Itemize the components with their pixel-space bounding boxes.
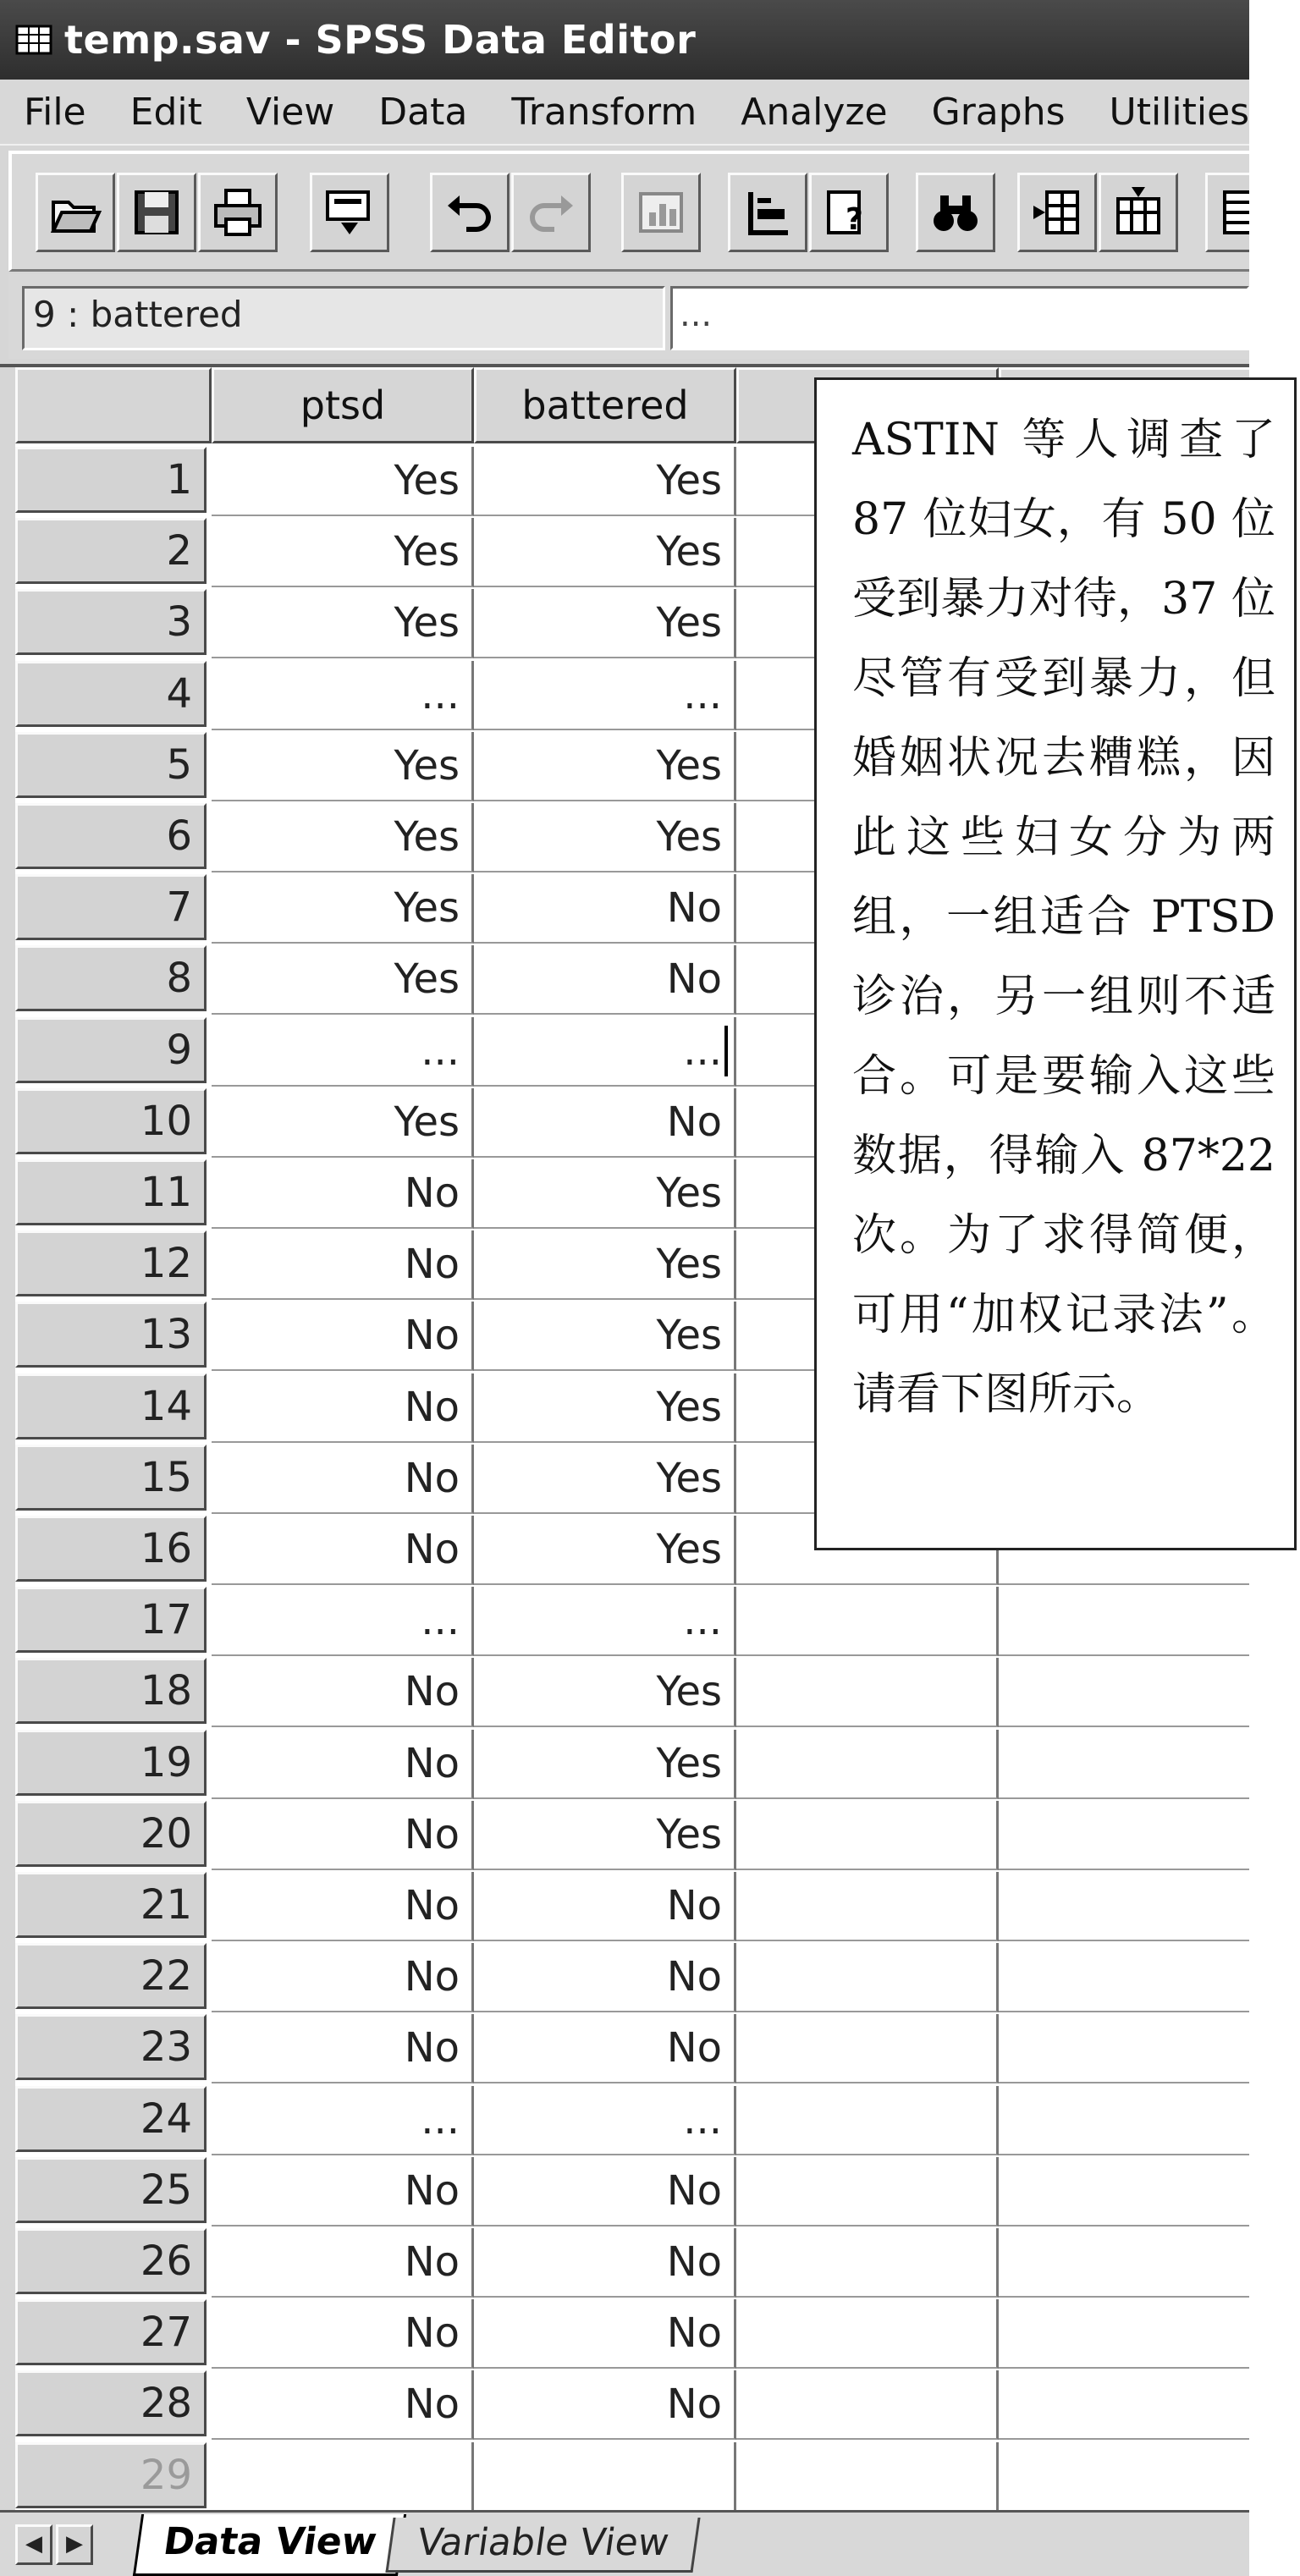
- cell-editor-bar: [8, 274, 1249, 359]
- redo-icon: [524, 185, 578, 239]
- row-number[interactable]: 3: [15, 589, 207, 655]
- cell-battered[interactable]: No: [474, 1088, 736, 1158]
- cell-empty[interactable]: [736, 1801, 999, 1870]
- cell-battered[interactable]: No: [474, 2370, 736, 2440]
- cell-empty[interactable]: [736, 2228, 999, 2298]
- triangle-right-icon: ▶: [66, 2531, 83, 2557]
- cell-battered[interactable]: Yes: [474, 1159, 736, 1229]
- print-icon: [211, 185, 265, 239]
- row-number[interactable]: 17: [15, 1587, 207, 1653]
- cell-empty[interactable]: [736, 2014, 999, 2083]
- table-row: [0, 2299, 1249, 2369]
- row-number[interactable]: 21: [15, 1872, 207, 1938]
- variables-icon: [822, 185, 876, 239]
- cell-ptsd[interactable]: No: [212, 1943, 474, 2012]
- cell-battered[interactable]: Yes: [474, 803, 736, 872]
- table-row: [0, 2086, 1249, 2155]
- row-number[interactable]: 20: [15, 1801, 207, 1867]
- table-row: [0, 1872, 1249, 1941]
- cell-battered[interactable]: No: [474, 2014, 736, 2083]
- cell-empty[interactable]: [736, 2086, 999, 2155]
- cell-empty[interactable]: [999, 2442, 1249, 2512]
- insert-variable-button[interactable]: [1099, 173, 1178, 252]
- row-number[interactable]: 25: [15, 2157, 207, 2223]
- cell-empty[interactable]: [999, 1943, 1249, 2012]
- cell-empty[interactable]: [736, 1658, 999, 1727]
- spreadsheet-icon: [15, 25, 52, 55]
- undo-button[interactable]: [430, 173, 510, 252]
- cell-battered[interactable]: No: [474, 2299, 736, 2369]
- table-row: [0, 2157, 1249, 2226]
- cell-ptsd[interactable]: [212, 2442, 474, 2512]
- cell-ptsd[interactable]: No: [212, 1658, 474, 1727]
- row-number[interactable]: 24: [15, 2086, 207, 2152]
- row-number[interactable]: 4: [15, 661, 207, 727]
- cell-battered[interactable]: Yes: [474, 1445, 736, 1514]
- row-number[interactable]: 5: [15, 732, 207, 798]
- cell-battered[interactable]: No: [474, 2228, 736, 2298]
- corner-header[interactable]: [15, 367, 212, 443]
- cell-empty[interactable]: [736, 2299, 999, 2369]
- menu-edit[interactable]: Edit: [129, 90, 202, 134]
- cell-empty[interactable]: [736, 2370, 999, 2440]
- column-header-battered[interactable]: battered: [474, 367, 736, 443]
- cell-ptsd[interactable]: Yes: [212, 874, 474, 944]
- cell-empty[interactable]: [999, 2228, 1249, 2298]
- row-number[interactable]: 9: [15, 1017, 207, 1083]
- tab-data-view-label: Data View: [160, 2520, 380, 2563]
- cell-ptsd[interactable]: No: [212, 1159, 474, 1229]
- menu-utilities[interactable]: Utilities: [1109, 90, 1249, 134]
- variables-button[interactable]: [809, 173, 889, 252]
- cell-empty[interactable]: [736, 1730, 999, 1799]
- cell-ptsd[interactable]: No: [212, 1516, 474, 1585]
- view-tab-bar: [0, 2510, 1249, 2576]
- row-number[interactable]: 22: [15, 1943, 207, 2009]
- row-number[interactable]: 1: [15, 447, 207, 513]
- row-number[interactable]: 11: [15, 1159, 207, 1225]
- row-number[interactable]: 29: [15, 2442, 207, 2508]
- row-number[interactable]: 13: [15, 1302, 207, 1368]
- cell-battered[interactable]: Yes: [474, 1516, 736, 1585]
- cell-ptsd[interactable]: ...: [212, 1587, 474, 1656]
- cell-ptsd[interactable]: No: [212, 1872, 474, 1941]
- cell-battered[interactable]: No: [474, 1943, 736, 2012]
- cell-ptsd[interactable]: No: [212, 2370, 474, 2440]
- cell-empty[interactable]: [999, 1872, 1249, 1941]
- save-button[interactable]: [117, 173, 196, 252]
- cell-empty[interactable]: [736, 2157, 999, 2226]
- cell-ptsd[interactable]: No: [212, 2157, 474, 2226]
- cell-battered[interactable]: ...: [474, 661, 736, 730]
- cell-battered[interactable]: Yes: [474, 1302, 736, 1371]
- redo-button[interactable]: [511, 173, 591, 252]
- cell-empty[interactable]: [736, 1872, 999, 1941]
- undo-icon: [443, 185, 497, 239]
- cell-ptsd[interactable]: No: [212, 2299, 474, 2369]
- cell-ptsd[interactable]: No: [212, 2014, 474, 2083]
- cell-empty[interactable]: [736, 1943, 999, 2012]
- table-row: [0, 1587, 1249, 1656]
- row-number[interactable]: 2: [15, 518, 207, 584]
- row-number[interactable]: 18: [15, 1658, 207, 1724]
- save-icon: [129, 185, 184, 239]
- dialog-recall-icon: [322, 185, 377, 239]
- cell-empty[interactable]: [736, 1587, 999, 1656]
- row-number[interactable]: 12: [15, 1230, 207, 1296]
- cell-battered[interactable]: No: [474, 2157, 736, 2226]
- table-row: [0, 1943, 1249, 2012]
- cell-empty[interactable]: [999, 1730, 1249, 1799]
- table-row: [0, 2370, 1249, 2440]
- row-number[interactable]: 28: [15, 2370, 207, 2436]
- row-number[interactable]: 26: [15, 2228, 207, 2294]
- cell-ptsd[interactable]: Yes: [212, 1088, 474, 1158]
- table-row: [0, 1801, 1249, 1870]
- cell-empty[interactable]: [999, 2157, 1249, 2226]
- cell-ptsd[interactable]: Yes: [212, 518, 474, 587]
- title-bar[interactable]: [0, 0, 1249, 80]
- menu-transform[interactable]: Transform: [511, 90, 697, 134]
- find-icon: [928, 185, 983, 239]
- cell-reference: 9 : battered: [22, 286, 665, 350]
- cell-battered[interactable]: Yes: [474, 1373, 736, 1443]
- goto-chart-icon: [634, 185, 688, 239]
- tab-scroll-left-button[interactable]: [15, 2524, 52, 2565]
- cell-battered[interactable]: No: [474, 945, 736, 1015]
- menu-file[interactable]: File: [24, 90, 86, 134]
- cell-value-input[interactable]: ...: [670, 286, 1249, 350]
- insert-variable-icon: [1111, 185, 1165, 239]
- row-number[interactable]: 14: [15, 1373, 207, 1439]
- cell-battered[interactable]: Yes: [474, 518, 736, 587]
- cell-ptsd[interactable]: No: [212, 1445, 474, 1514]
- cell-ptsd[interactable]: Yes: [212, 945, 474, 1015]
- toolbar: [8, 151, 1249, 272]
- dialog-recall-button[interactable]: [310, 173, 389, 252]
- cell-empty[interactable]: [999, 1587, 1249, 1656]
- cell-empty[interactable]: [999, 1658, 1249, 1727]
- cell-ptsd[interactable]: No: [212, 1730, 474, 1799]
- cell-ptsd[interactable]: No: [212, 1302, 474, 1371]
- cell-empty[interactable]: [736, 2442, 999, 2512]
- find-button[interactable]: [916, 173, 995, 252]
- cell-battered[interactable]: Yes: [474, 1658, 736, 1727]
- cell-ptsd[interactable]: ...: [212, 2086, 474, 2155]
- tab-variable-view-label: Variable View: [414, 2521, 672, 2564]
- tab-scroll-right-button[interactable]: [56, 2524, 93, 2565]
- cell-empty[interactable]: [999, 2014, 1249, 2083]
- table-row: [0, 1730, 1249, 1799]
- cell-battered[interactable]: Yes: [474, 447, 736, 516]
- row-number[interactable]: 8: [15, 945, 207, 1011]
- row-number[interactable]: 15: [15, 1445, 207, 1511]
- goto-case-button[interactable]: [728, 173, 807, 252]
- table-row: [0, 1658, 1249, 1727]
- text-cursor: [724, 1026, 728, 1076]
- tab-variable-view[interactable]: [385, 2518, 700, 2573]
- cell-battered[interactable]: Yes: [474, 589, 736, 658]
- cell-battered[interactable]: Yes: [474, 1230, 736, 1300]
- cell-ptsd[interactable]: Yes: [212, 589, 474, 658]
- cell-battered[interactable]: Yes: [474, 1730, 736, 1799]
- cell-battered[interactable]: No: [474, 1872, 736, 1941]
- annotation-text-box: [814, 377, 1297, 1550]
- row-number[interactable]: 7: [15, 874, 207, 940]
- menu-view[interactable]: View: [245, 90, 335, 134]
- cell-ptsd[interactable]: No: [212, 1801, 474, 1870]
- split-file-icon: [1218, 185, 1249, 239]
- row-number[interactable]: 6: [15, 803, 207, 869]
- table-row: [0, 2014, 1249, 2083]
- menu-data[interactable]: Data: [378, 90, 468, 134]
- split-file-button[interactable]: [1205, 173, 1249, 252]
- open-button[interactable]: [36, 173, 115, 252]
- cell-empty[interactable]: [999, 1801, 1249, 1870]
- cell-empty[interactable]: [999, 2299, 1249, 2369]
- cell-ptsd[interactable]: No: [212, 1373, 474, 1443]
- cell-battered[interactable]: ...: [474, 1017, 736, 1087]
- cell-ptsd[interactable]: No: [212, 2228, 474, 2298]
- cell-battered[interactable]: No: [474, 874, 736, 944]
- cell-ptsd[interactable]: Yes: [212, 732, 474, 801]
- menu-analyze[interactable]: Analyze: [741, 90, 888, 134]
- goto-chart-button[interactable]: [621, 173, 701, 252]
- cell-battered[interactable]: ...: [474, 2086, 736, 2155]
- print-button[interactable]: [198, 173, 278, 252]
- row-number[interactable]: 16: [15, 1516, 207, 1582]
- menu-graphs[interactable]: Graphs: [931, 90, 1066, 134]
- svg-text:?: ?: [846, 202, 863, 237]
- cell-ptsd[interactable]: ...: [212, 1017, 474, 1087]
- insert-case-icon: [1030, 185, 1084, 239]
- cell-ptsd[interactable]: Yes: [212, 447, 474, 516]
- cell-ptsd[interactable]: Yes: [212, 803, 474, 872]
- row-number[interactable]: 23: [15, 2014, 207, 2080]
- cell-battered[interactable]: Yes: [474, 1801, 736, 1870]
- row-number[interactable]: 27: [15, 2299, 207, 2365]
- cell-empty[interactable]: [999, 2086, 1249, 2155]
- insert-case-button[interactable]: [1017, 173, 1097, 252]
- cell-battered[interactable]: [474, 2442, 736, 2512]
- row-number[interactable]: 19: [15, 1730, 207, 1796]
- table-row: [0, 2228, 1249, 2298]
- cell-battered[interactable]: Yes: [474, 732, 736, 801]
- cell-battered[interactable]: ...: [474, 1587, 736, 1656]
- triangle-left-icon: ◀: [25, 2531, 42, 2557]
- open-icon: [48, 185, 102, 239]
- annotation-text: ASTIN 等人调查了 87 位妇女，有 50 位受到暴力对待，37 位尽管有受到暴力，但婚姻状况去糟糕，因此这些妇女分为两组，一组适合 PTSD 诊治，另一组则不适合。可是要输入这些数据，得输入 87*22 次。为了求得简便，可用“加权记录法”。请看下图所示。: [852, 415, 1275, 1420]
- row-number[interactable]: 10: [15, 1088, 207, 1154]
- cell-ptsd[interactable]: ...: [212, 661, 474, 730]
- window-title: temp.sav - SPSS Data Editor: [64, 17, 697, 63]
- table-row: [0, 2442, 1249, 2512]
- tab-data-view[interactable]: [133, 2514, 406, 2576]
- column-header-ptsd[interactable]: ptsd: [212, 367, 474, 443]
- menu-bar: [0, 80, 1249, 146]
- cell-empty[interactable]: [999, 2370, 1249, 2440]
- cell-ptsd[interactable]: No: [212, 1230, 474, 1300]
- goto-case-icon: [741, 185, 795, 239]
